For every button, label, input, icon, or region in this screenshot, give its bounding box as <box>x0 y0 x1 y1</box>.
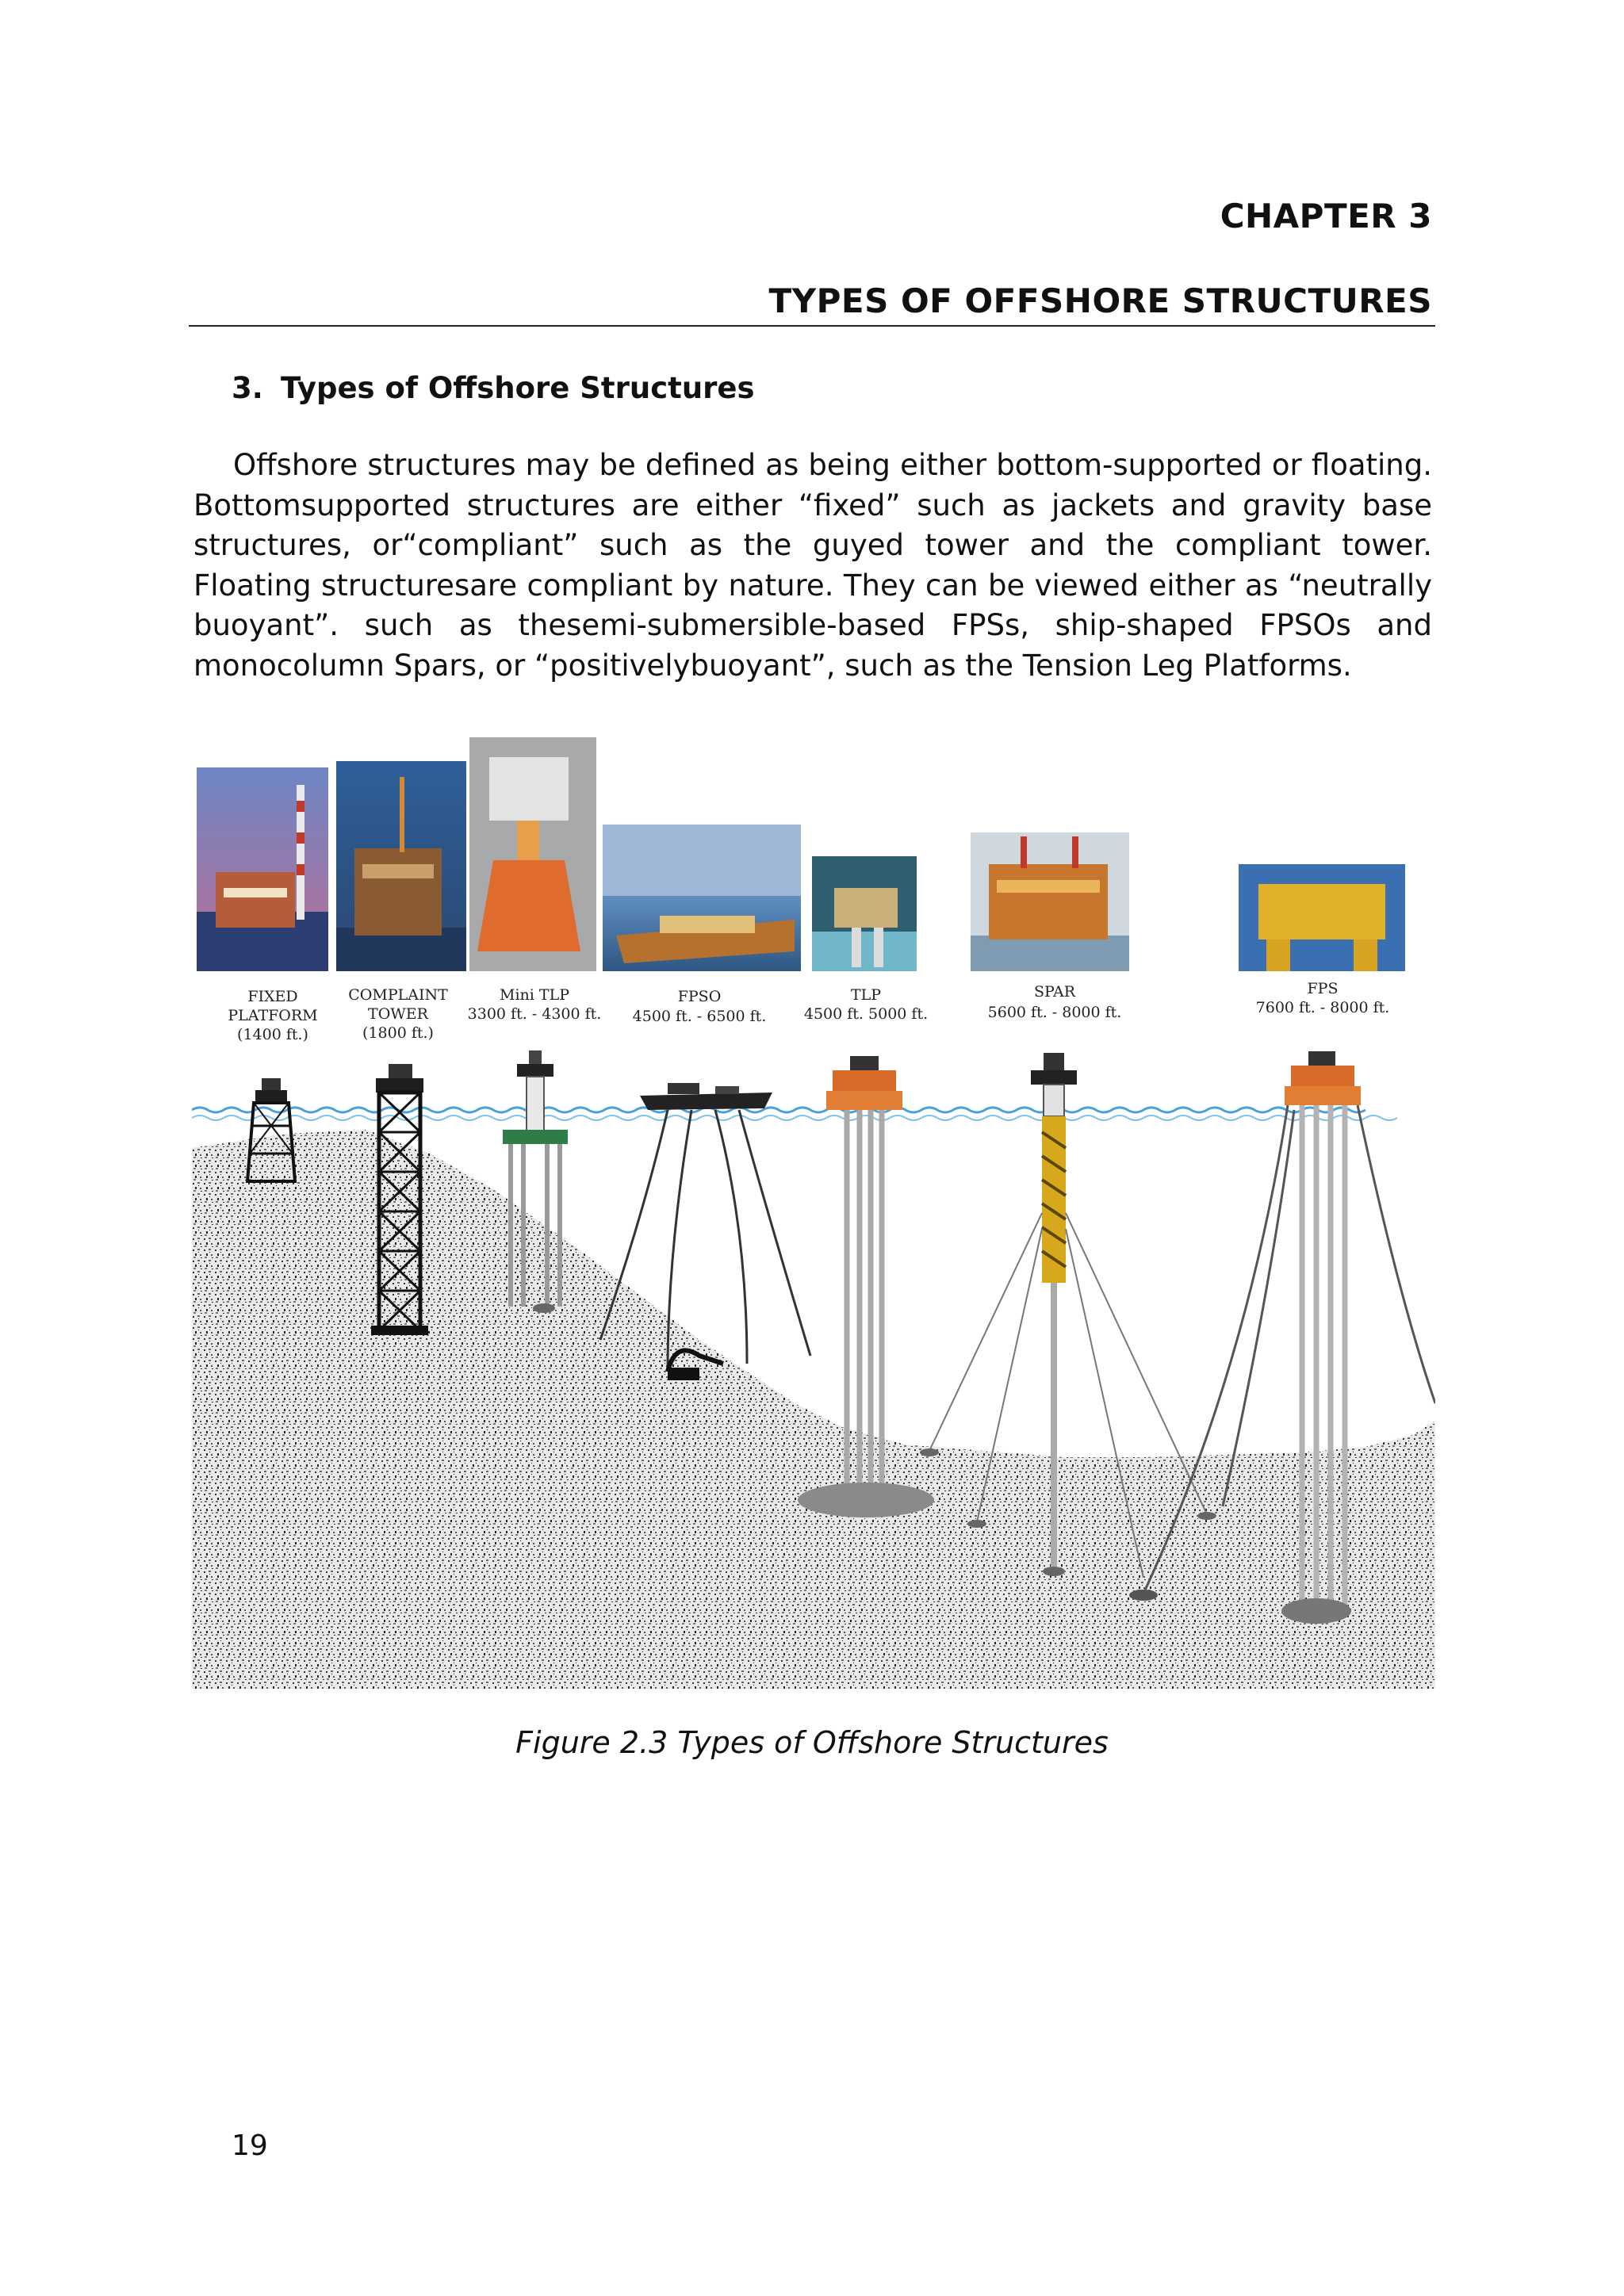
label-fixed-platform-line3: (1400 ft.) <box>237 1026 308 1043</box>
photo-tlp <box>812 856 917 971</box>
label-fixed-platform-line2: PLATFORM <box>228 1007 318 1024</box>
label-tlp <box>804 986 928 1023</box>
page-number: 19 <box>232 2130 268 2162</box>
section-heading <box>232 371 755 405</box>
photo-fps <box>1239 864 1405 971</box>
label-fps-line1: FPS <box>1307 980 1339 997</box>
chapter-subtitle: TYPES OF OFFSHORE STRUCTURES <box>768 281 1432 320</box>
label-fixed-platform <box>228 988 317 1043</box>
label-tlp-line1: TLP <box>850 986 882 1004</box>
photo-fixed-platform <box>197 767 328 971</box>
label-fps <box>1256 980 1390 1016</box>
header-divider <box>189 325 1435 327</box>
label-compliant-tower-line3: (1800 ft.) <box>362 1024 434 1042</box>
chapter-title: CHAPTER 3 <box>1220 197 1432 235</box>
figure-caption: Figure 2.3 Types of Offshore Structures <box>515 1725 1109 1760</box>
figure-illustration <box>192 737 1435 1689</box>
photo-spar <box>971 832 1129 971</box>
water-surface <box>192 1108 1397 1120</box>
label-spar <box>988 983 1122 1021</box>
label-spar-line2: 5600 ft. - 8000 ft. <box>987 1004 1122 1021</box>
label-mini-tlp-line2: 3300 ft. - 4300 ft. <box>467 1005 602 1023</box>
label-fpso-line1: FPSO <box>677 988 722 1005</box>
photo-mini-tlp <box>469 737 596 971</box>
section-title: Types of Offshore Structures <box>281 371 755 405</box>
label-compliant-tower-line1: COMPLAINT <box>348 986 448 1004</box>
label-mini-tlp <box>468 986 602 1023</box>
label-compliant-tower-line2: TOWER <box>368 1005 428 1023</box>
label-fpso <box>633 988 767 1025</box>
label-fixed-platform-line1: FIXED <box>247 988 298 1005</box>
label-mini-tlp-line1: Mini TLP <box>500 986 569 1004</box>
label-compliant-tower <box>348 986 448 1042</box>
section-number: 3. <box>232 371 263 405</box>
label-fpso-line2: 4500 ft. - 6500 ft. <box>632 1008 767 1025</box>
label-spar-line1: SPAR <box>1033 983 1076 1001</box>
offshore-structures-figure <box>192 737 1435 1689</box>
label-fps-line2: 7600 ft. - 8000 ft. <box>1255 999 1390 1016</box>
photo-fpso <box>603 825 801 971</box>
label-tlp-line2: 4500 ft. 5000 ft. <box>803 1005 929 1023</box>
body-paragraph: Offshore structures may be defined as being either bottom-supported or floating. Bottomsupported structures are either “fixed” such as jackets and gravity base structures, or“compliant” such as the guyed tower and the compliant tower. Floating structuresare compliant by nature. They can be viewed either as “neutrally buoyant”. such as thesemi-submersible-based FPSs, ship-shaped FPSOs and monocolumn Spars, or “positivelybuoyant”, such as the Tension Leg Platforms. <box>193 448 1432 683</box>
photo-compliant-tower <box>336 761 466 971</box>
